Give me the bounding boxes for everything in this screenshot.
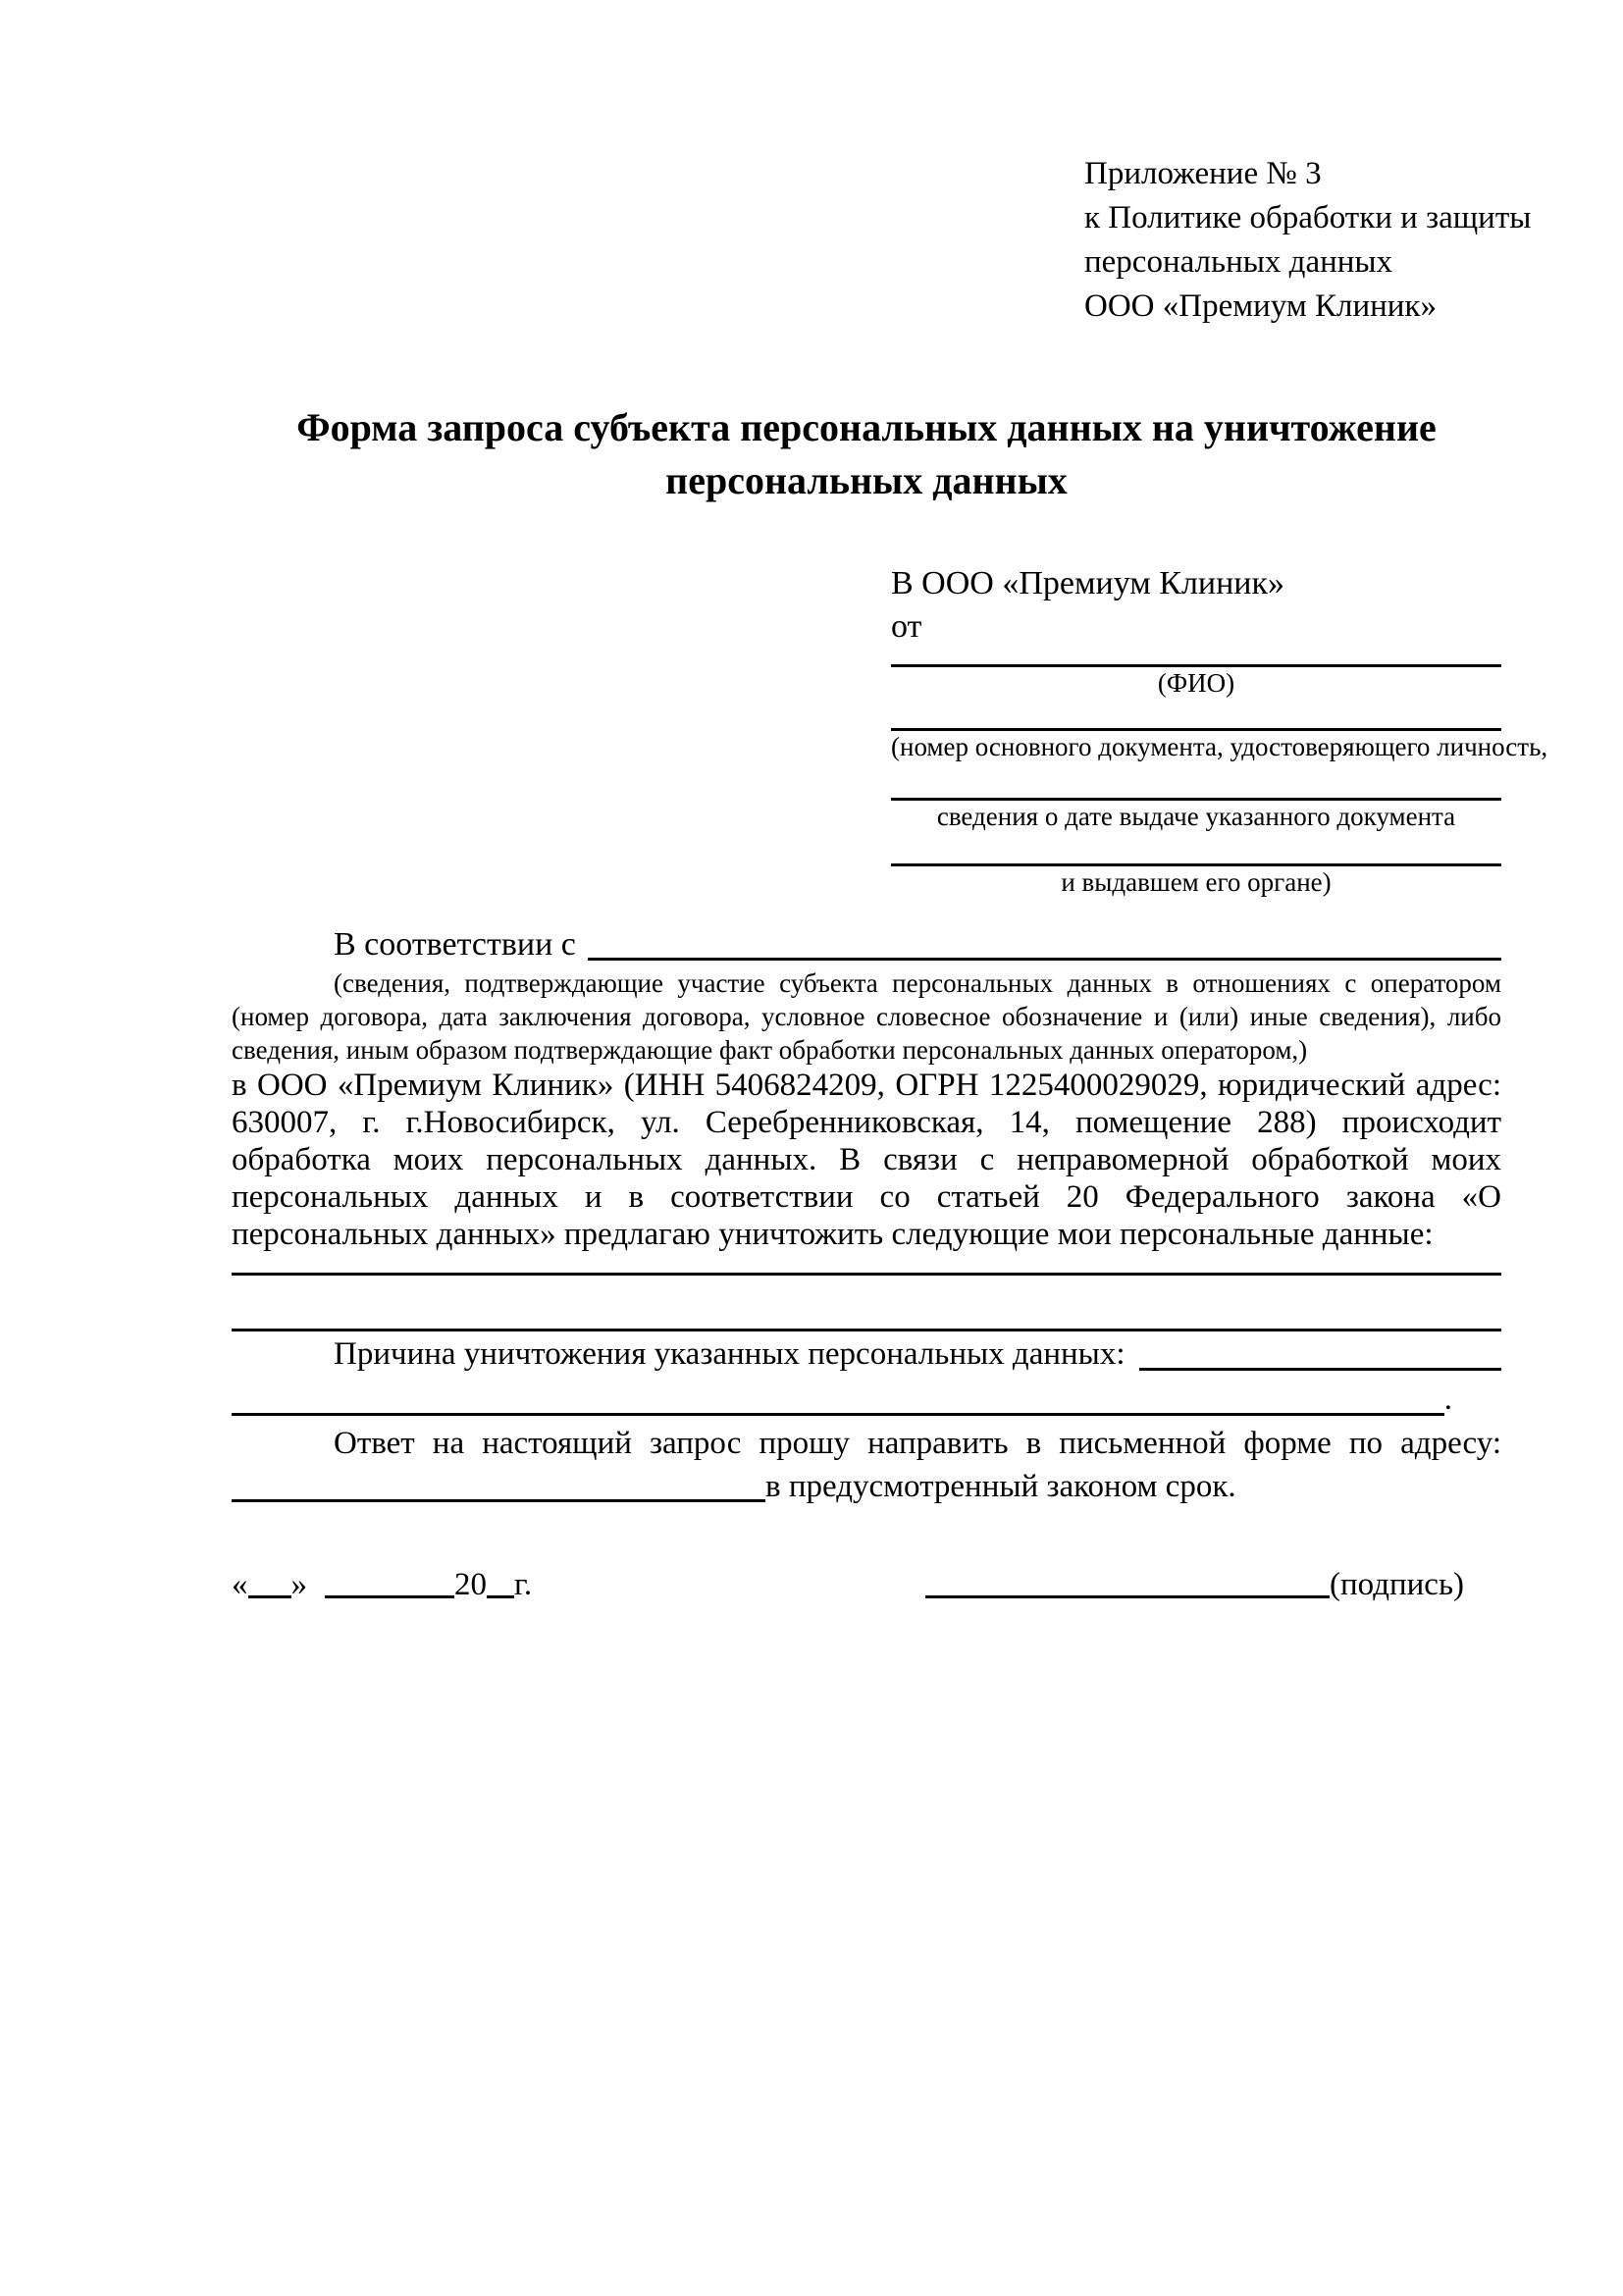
issue-date-caption: сведения о дате выдаче указанного документа — [936, 802, 1456, 831]
reason-blank-line-2 — [232, 1377, 1444, 1416]
year-prefix: 20 — [454, 1567, 487, 1602]
accordance-blank-line — [588, 923, 1501, 961]
fio-caption: (ФИО) — [1157, 668, 1235, 698]
addressee-to: В ООО «Премиум Клиник» — [891, 565, 1285, 601]
fio-field — [891, 649, 1501, 699]
reason-row — [232, 1331, 1501, 1377]
reason-blank-line-1 — [1139, 1331, 1501, 1371]
date-close-quote: » — [290, 1567, 307, 1602]
address-blank-line — [232, 1465, 765, 1502]
reason-period: . — [1443, 1382, 1452, 1417]
body-paragraph: в ООО «Премиум Клиник» (ИНН 5406824209, ОГРН 1225400029029, юридический адрес: 630007, г. г.Новосибирск, ул. Серебренниковская, 14, помещение 288) происходит обработка моих персональных данных. В связи с неправомерной обработкой моих персональных данных и в соответствии со статьей 20 Федерального закона «О персональных данных» предлагаю уничтожить следующие мои персональные данные: — [232, 1068, 1501, 1252]
day-blank-line — [248, 1595, 291, 1598]
year-blank-line — [487, 1595, 514, 1598]
reply-paragraph: Ответ на настоящий запрос прошу направить в письменной форме по адресу: — [334, 1426, 1501, 1461]
issuing-authority-blank-line — [891, 832, 1501, 866]
issuing-authority-field — [891, 832, 1501, 898]
signature-line — [925, 1563, 1464, 1606]
issue-date-field — [891, 762, 1501, 832]
date-open-quote: « — [232, 1567, 248, 1602]
accordance-note: (сведения, подтверждающие участие субъекта персональных данных в отношениях с оператором (номер договора, дата заключения договора, условное словесное обозначение и (или) иные сведения), либо сведения, иным образом подтверждающие факт обработки персональных данных оператором,) — [232, 968, 1501, 1065]
appendix-note-line-1: Приложение № 3 — [1084, 156, 1322, 191]
date-line — [232, 1563, 532, 1606]
identity-document-field — [891, 699, 1548, 762]
document-title: Форма запроса субъекта персональных данных на уничтожение персональных данных — [296, 405, 1437, 502]
reply-suffix: в предусмотренный законом срок. — [765, 1469, 1236, 1504]
reason-continuation-row — [232, 1377, 1501, 1422]
signature-caption: (подпись) — [1330, 1567, 1464, 1602]
reply-address-row — [232, 1465, 1501, 1508]
year-suffix: г. — [514, 1567, 533, 1602]
appendix-note — [1084, 152, 1532, 329]
appendix-note-line-4: ООО «Премиум Клиник» — [1084, 288, 1437, 324]
addressee-block — [891, 562, 1548, 898]
appendix-note-line-3: персональных данных — [1084, 244, 1393, 280]
issue-date-blank-line — [891, 762, 1501, 801]
addressee-from-label: от — [891, 608, 922, 645]
reason-label: Причина уничтожения указанных персональных данных: — [334, 1336, 1126, 1372]
identity-document-caption: (номер основного документа, удостоверяющего личность, — [891, 732, 1548, 761]
data-blank-line-2 — [232, 1276, 1501, 1331]
footer-row — [232, 1563, 1501, 1606]
fio-blank-line — [891, 649, 1501, 667]
accordance-lead: В соответствии с — [334, 926, 576, 963]
appendix-note-line-2: к Политике обработки и защиты — [1084, 200, 1532, 235]
data-blank-line-1 — [232, 1253, 1501, 1276]
month-blank-line — [325, 1595, 454, 1598]
signature-blank-line — [925, 1595, 1330, 1598]
identity-document-blank-line — [891, 699, 1501, 731]
accordance-row — [232, 923, 1501, 966]
issuing-authority-caption: и выдавшем его органе) — [1061, 867, 1332, 897]
